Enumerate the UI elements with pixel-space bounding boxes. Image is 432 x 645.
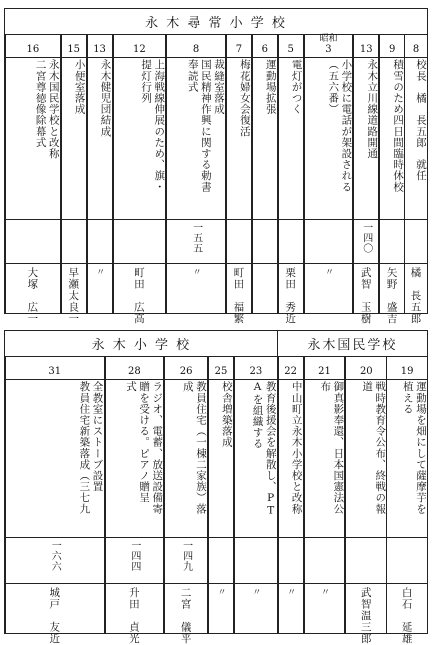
year-label	[354, 35, 378, 57]
event-line: 小学校に電話が架設される	[340, 59, 353, 193]
enrollment-number	[235, 540, 277, 582]
year-column	[379, 35, 405, 325]
year-column	[166, 35, 226, 313]
school-header-row	[5, 331, 427, 357]
year-divider	[279, 57, 303, 58]
row-divider	[62, 263, 86, 264]
event-line: ラジオ、電蓄、放送設備寄	[151, 381, 164, 515]
principal-line: 早瀬太良一	[67, 267, 80, 325]
year-divider	[305, 57, 353, 58]
enrollment-number	[346, 540, 386, 582]
row-divider	[235, 583, 277, 584]
year-label	[346, 357, 386, 379]
enrollment-number	[209, 540, 233, 582]
year-column	[278, 357, 304, 633]
event-text	[106, 381, 164, 561]
row-divider	[209, 583, 233, 584]
event-line: 校長 橘 長五郎 就任	[415, 59, 427, 182]
row-divider	[279, 219, 303, 220]
year-value: 3	[325, 44, 332, 55]
event-text	[62, 59, 86, 243]
year-column	[5, 357, 105, 645]
year-column	[105, 357, 165, 645]
event-line: 植える	[401, 381, 414, 415]
row-divider	[114, 263, 166, 264]
school-name: 永 木 小 学 校	[91, 338, 192, 353]
year-label	[165, 357, 207, 379]
event-line: 教員住宅（一棟二家族）落	[195, 381, 208, 515]
row-divider	[380, 219, 404, 220]
year-label	[305, 357, 345, 379]
principal-line: 〃	[190, 267, 201, 277]
principal-line: 〃	[250, 587, 261, 597]
row-divider	[6, 263, 60, 264]
principal-name	[380, 267, 404, 325]
row-divider	[6, 219, 60, 220]
year-divider	[405, 57, 427, 58]
year-value: 7	[235, 44, 243, 55]
event-text	[209, 381, 233, 561]
event-text	[227, 59, 251, 243]
principal-name	[279, 267, 303, 325]
enrollment-number	[167, 222, 225, 262]
enrollment-number	[279, 222, 303, 262]
principal-line: 白石 延雄	[400, 587, 413, 645]
year-column	[164, 357, 208, 645]
event-line: 提灯行列	[140, 59, 153, 104]
year-value: 13	[93, 44, 106, 55]
enrollment-number	[279, 540, 303, 582]
year-column	[252, 35, 278, 313]
principal-line: 矢野 盛吉	[385, 267, 398, 325]
event-line: 中山町立永木小学校と改称	[290, 381, 303, 515]
year-label	[253, 35, 277, 57]
year-label	[279, 357, 303, 379]
year-divider	[106, 379, 164, 380]
year-value: 13	[359, 44, 373, 55]
event-line: 教育後援会を解散し、PT	[264, 381, 277, 518]
row-divider	[405, 263, 427, 264]
year-column	[113, 35, 167, 325]
history-table-bottom	[4, 330, 428, 645]
principal-name	[354, 267, 378, 325]
principal-line: 二宮 儀平	[179, 587, 192, 645]
event-line: （五六番）	[327, 59, 340, 115]
principal-name	[88, 267, 112, 311]
event-text	[405, 59, 427, 243]
year-divider	[253, 57, 277, 58]
row-divider	[346, 537, 386, 538]
event-line: 積雪のため四日間臨時休校	[392, 59, 405, 193]
year-label	[227, 35, 251, 57]
row-divider	[279, 263, 303, 264]
school-divider	[277, 331, 278, 356]
year-divider	[6, 379, 104, 380]
year-value: 19	[400, 366, 414, 377]
event-text	[6, 381, 104, 561]
principal-name	[106, 587, 164, 645]
year-value: 22	[284, 366, 298, 377]
enrollment-number	[354, 222, 378, 262]
year-column	[353, 35, 379, 325]
year-value: 20	[359, 366, 373, 377]
year-column	[226, 35, 252, 325]
event-line: 全教室にストーブ設置	[91, 381, 104, 492]
year-label	[88, 35, 112, 57]
year-column	[87, 35, 113, 313]
row-divider	[235, 537, 277, 538]
event-line: 贈を受ける。ピアノ贈呈	[138, 381, 151, 504]
principal-line: 武智 玉樹	[359, 267, 372, 325]
enrollment-number	[253, 222, 277, 262]
row-divider	[387, 583, 427, 584]
row-divider	[354, 219, 378, 220]
principal-line: 武智温三郎	[359, 587, 372, 645]
row-divider	[106, 537, 164, 538]
year-value: 8	[192, 44, 200, 55]
event-line: 校舎増築落成	[220, 381, 233, 448]
principal-line: 町田 福繁	[232, 267, 245, 325]
year-column	[304, 357, 346, 633]
event-line: 小便室落成	[73, 59, 86, 115]
year-value: 23	[249, 366, 263, 377]
principal-name	[405, 267, 427, 325]
event-text	[167, 59, 225, 243]
principal-name	[6, 587, 104, 645]
enrollment-number	[106, 540, 164, 582]
row-divider	[354, 263, 378, 264]
number-value: 一六六	[49, 540, 61, 572]
year-label	[6, 35, 60, 57]
row-divider	[380, 263, 404, 264]
enrollment-number	[165, 540, 207, 582]
year-divider	[62, 57, 86, 58]
row-divider	[165, 583, 207, 584]
event-line: Aを組織する	[251, 381, 264, 450]
event-text	[6, 59, 60, 243]
event-text	[279, 381, 303, 561]
event-text	[305, 59, 353, 243]
row-divider	[279, 583, 303, 584]
year-value: 5	[287, 44, 294, 55]
event-line: 教員住宅新築落成（三七九	[78, 381, 91, 515]
event-line: 永木健児団結成	[99, 59, 112, 137]
principal-line: 橘 長五郎	[409, 267, 422, 325]
year-label	[387, 357, 427, 379]
row-divider	[305, 583, 345, 584]
enrollment-number	[305, 540, 345, 582]
year-label	[405, 35, 427, 57]
event-line: 国民精神作興に関する勅書	[199, 59, 212, 193]
year-label	[6, 357, 104, 379]
principal-name	[279, 587, 303, 631]
year-label	[380, 35, 404, 57]
school-name: 永 木 尋 常 小 学 校	[145, 16, 287, 31]
event-line: 梅花婦女会復活	[238, 59, 251, 137]
year-label	[114, 35, 166, 57]
year-value: 25	[214, 366, 228, 377]
row-divider	[165, 537, 207, 538]
event-text	[253, 59, 277, 243]
event-line: 奉読式	[186, 59, 199, 93]
row-divider	[167, 219, 225, 220]
year-divider	[235, 379, 277, 380]
year-divider	[88, 57, 112, 58]
year-column	[304, 35, 354, 313]
year-label	[106, 357, 164, 379]
event-line: 運動場を畑にして薩摩芋を	[415, 381, 427, 515]
year-value: 26	[179, 366, 193, 377]
event-line: 電灯がつく	[290, 59, 303, 115]
enrollment-number	[6, 540, 104, 582]
year-label	[62, 35, 86, 57]
enrollment-number	[227, 222, 251, 262]
row-divider	[253, 219, 277, 220]
event-text	[346, 381, 386, 561]
year-label	[305, 35, 353, 57]
event-line: 永木国民学校と改称	[47, 59, 60, 159]
principal-name	[346, 587, 386, 645]
era-label: 昭和	[319, 34, 338, 44]
event-line: 式	[125, 381, 137, 393]
principal-name	[209, 587, 233, 631]
row-divider	[62, 219, 86, 220]
principal-line: 大塚 広一	[26, 267, 39, 325]
enrollment-number	[305, 222, 353, 262]
history-table-top	[4, 8, 428, 325]
year-divider	[6, 57, 60, 58]
number-value: 一四四	[128, 540, 140, 572]
year-value: 28	[128, 366, 141, 377]
event-line: 裁縫室落成	[212, 59, 225, 115]
year-value: 8	[412, 44, 420, 55]
year-value: 6	[261, 44, 268, 55]
year-label	[167, 35, 225, 57]
principal-line: 〃	[322, 267, 333, 277]
event-text	[114, 59, 166, 243]
year-value: 15	[67, 44, 81, 55]
principal-line: 〃	[94, 267, 105, 277]
year-divider	[167, 57, 225, 58]
year-column	[345, 357, 387, 645]
enrollment-number	[6, 222, 60, 262]
year-divider	[165, 379, 207, 380]
event-text	[380, 59, 404, 243]
principal-name	[235, 587, 277, 631]
event-text	[387, 381, 427, 561]
year-column	[278, 35, 304, 325]
year-value: 21	[318, 366, 331, 377]
row-divider	[6, 537, 104, 538]
principal-name	[114, 267, 166, 325]
event-text	[354, 59, 378, 243]
row-divider	[305, 263, 353, 264]
principal-line: 〃	[285, 587, 296, 597]
year-label	[235, 357, 277, 379]
enrollment-number	[114, 222, 166, 262]
principal-line: 城戸 友近	[48, 587, 61, 645]
principal-line: 栗田 秀近	[284, 267, 297, 325]
principal-line: 町田 広高	[132, 267, 145, 325]
row-divider	[6, 583, 104, 584]
event-line: 成	[181, 381, 194, 393]
row-divider	[167, 263, 225, 264]
year-value: 12	[133, 44, 146, 55]
year-value: 31	[48, 366, 62, 377]
row-divider	[405, 219, 427, 220]
event-line: 上海戦線伸展のため、旗・	[153, 59, 166, 193]
row-divider	[88, 219, 112, 220]
event-line: 運動場拡張	[264, 59, 277, 115]
row-divider	[346, 583, 386, 584]
principal-line: 升田 貞光	[127, 587, 140, 645]
principal-name	[165, 587, 207, 645]
year-label	[279, 35, 303, 57]
row-divider	[253, 263, 277, 264]
row-divider	[114, 219, 166, 220]
year-column	[405, 35, 427, 325]
row-divider	[106, 583, 164, 584]
year-column	[234, 357, 278, 633]
principal-line: 〃	[318, 587, 329, 597]
year-divider	[279, 379, 303, 380]
principal-name	[305, 267, 353, 311]
year-divider	[227, 57, 251, 58]
row-divider	[305, 537, 345, 538]
year-divider	[114, 57, 166, 58]
enrollment-number	[405, 222, 427, 262]
principal-name	[6, 267, 60, 325]
enrollment-number	[380, 222, 404, 262]
event-text	[279, 59, 303, 243]
event-text	[235, 381, 277, 561]
enrollment-number	[88, 222, 112, 262]
row-divider	[279, 537, 303, 538]
year-divider	[380, 57, 404, 58]
principal-name	[62, 267, 86, 325]
year-column	[61, 35, 87, 325]
enrollment-number	[387, 540, 427, 582]
year-divider	[209, 379, 233, 380]
number-value: 一四〇	[360, 222, 372, 254]
row-divider	[227, 219, 251, 220]
school-name: 永木国民学校	[307, 338, 398, 353]
event-text	[305, 381, 345, 561]
event-text	[88, 59, 112, 243]
principal-line: 〃	[215, 587, 226, 597]
year-divider	[354, 57, 378, 58]
principal-name	[305, 587, 345, 631]
event-line: 道	[361, 381, 374, 393]
event-line: 永木立川線道路開通	[366, 59, 379, 159]
school-header-row	[5, 9, 427, 35]
year-label	[209, 357, 233, 379]
principal-name	[227, 267, 251, 325]
principal-name	[167, 267, 225, 311]
number-value: 一四九	[180, 540, 192, 572]
event-line: 戦時教育令公布、終戦の報	[374, 381, 387, 515]
year-divider	[305, 379, 345, 380]
number-value: 一五五	[190, 222, 202, 254]
row-divider	[88, 263, 112, 264]
row-divider	[387, 537, 427, 538]
year-value: 16	[26, 44, 40, 55]
year-divider	[387, 379, 427, 380]
event-line: 布	[319, 381, 332, 393]
year-column	[387, 357, 427, 645]
year-divider	[346, 379, 386, 380]
row-divider	[227, 263, 251, 264]
principal-name	[253, 267, 277, 311]
enrollment-number	[62, 222, 86, 262]
principal-name	[387, 587, 427, 645]
year-column	[5, 35, 61, 325]
event-text	[165, 381, 207, 561]
year-column	[208, 357, 234, 633]
year-value: 9	[388, 44, 396, 55]
event-line: 二宮尊徳像除幕式	[34, 59, 47, 148]
row-divider	[209, 537, 233, 538]
row-divider	[305, 219, 353, 220]
event-line: 御真影奉還、日本国憲法公	[332, 381, 345, 515]
